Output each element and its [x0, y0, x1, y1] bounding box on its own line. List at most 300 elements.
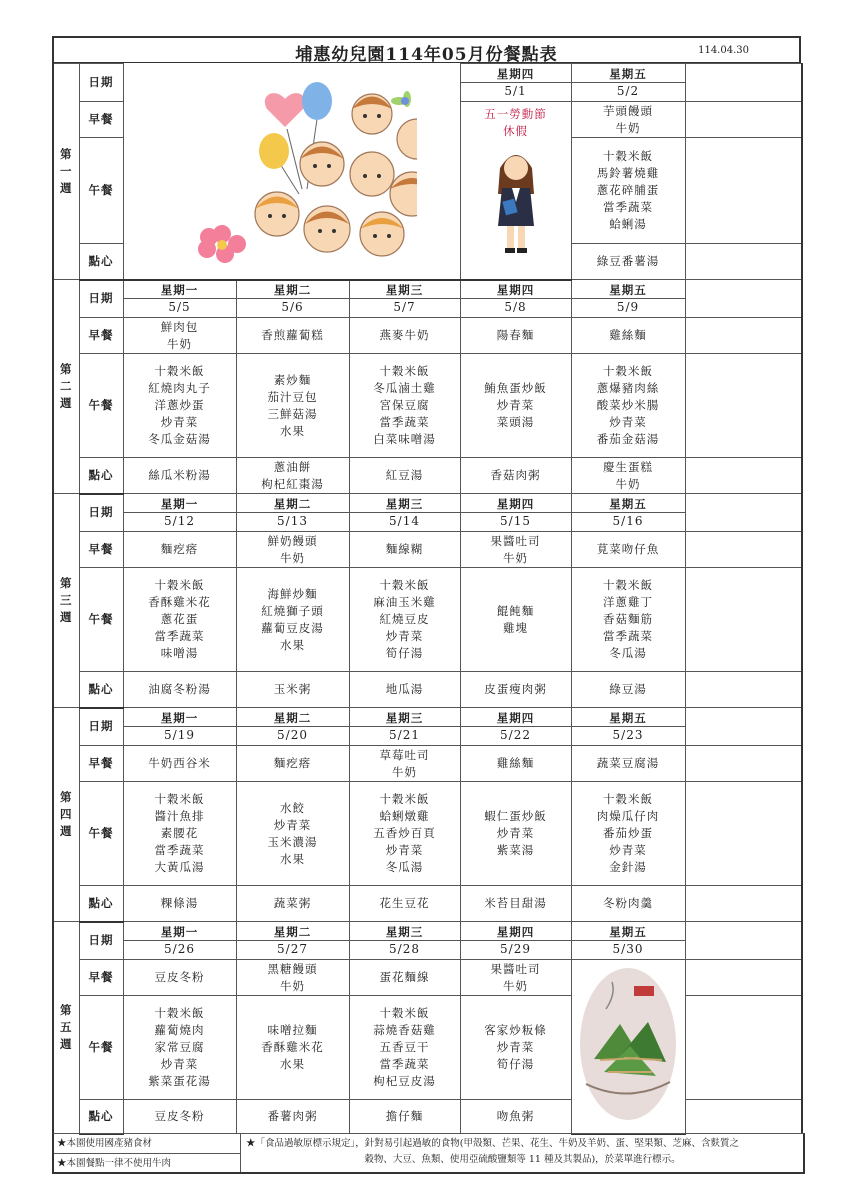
- week-date-row: [53, 64, 802, 102]
- title-row: [52, 36, 801, 63]
- day-name: 星期一: [124, 924, 236, 941]
- menu-sheet: [52, 36, 801, 1135]
- menu-item: 香酥雞米花: [261, 1040, 324, 1054]
- day-header: [123, 708, 236, 746]
- blank-column: [685, 782, 802, 886]
- lunch-cell: [123, 354, 236, 458]
- week-name: 第五週: [60, 1003, 73, 1051]
- day-name: 星期三: [350, 924, 460, 941]
- menu-item: 燕麥牛奶: [379, 328, 430, 342]
- menu-item: 牛奶: [392, 764, 418, 779]
- day-date: 5/16: [612, 514, 644, 528]
- menu-item: 紫菜湯: [496, 843, 535, 857]
- day-header: [571, 922, 685, 960]
- day-name: 星期四: [461, 924, 571, 941]
- menu-item: 莧菜吻仔魚: [596, 542, 660, 556]
- menu-item: 海鮮炒麵: [267, 586, 318, 601]
- blank-column: [685, 960, 802, 996]
- lunch-row: [53, 354, 802, 458]
- menu-item: 冬瓜滷土雞: [373, 381, 436, 395]
- menu-item: 白菜味噌湯: [373, 432, 436, 446]
- breakfast-cell: [460, 102, 571, 280]
- breakfast-row: [53, 960, 802, 996]
- menu-item: 筍仔湯: [385, 646, 424, 660]
- menu-item: 草莓吐司: [379, 747, 430, 762]
- menu-item: 大黃瓜湯: [154, 860, 205, 874]
- snack-cell: [236, 672, 349, 708]
- note-pork: ★本園使用國產豬食材: [54, 1134, 240, 1154]
- week-date-row: [53, 708, 802, 746]
- note-beef: ★本園餐點一律不使用牛肉: [57, 1158, 172, 1169]
- snack-row: [53, 458, 802, 494]
- breakfast-cell: [571, 318, 685, 354]
- lunch-cell: [571, 138, 685, 244]
- blank-column: [685, 244, 802, 280]
- breakfast-cell: [571, 102, 685, 138]
- lunch-cell: [460, 996, 571, 1100]
- snack-cell: [236, 458, 349, 494]
- menu-item: 綠豆湯: [609, 682, 647, 696]
- breakfast-cell: [349, 746, 460, 782]
- row-label-snack: 點心: [79, 672, 123, 708]
- menu-item: 蔥花碎脯蛋: [596, 183, 660, 197]
- menu-item: 牛奶: [615, 120, 641, 135]
- snack-cell: [571, 886, 685, 922]
- week-name: 第三週: [60, 576, 73, 624]
- day-date: 5/27: [277, 942, 308, 956]
- page-title: 埔惠幼兒園114年05月份餐點表: [295, 45, 558, 65]
- blank-column: [685, 280, 802, 318]
- day-date: 5/26: [164, 942, 195, 956]
- blank-column: [685, 568, 802, 672]
- lunch-cell: [349, 996, 460, 1100]
- day-header: [460, 280, 571, 318]
- menu-item: 粿條湯: [160, 896, 199, 910]
- snack-cell: [349, 1100, 460, 1134]
- lunch-cell: [349, 568, 460, 672]
- day-name: 星期一: [124, 282, 236, 299]
- lunch-cell: [571, 354, 685, 458]
- menu-item: 五香豆干: [379, 1040, 430, 1054]
- menu-item: 麵線糊: [385, 542, 424, 556]
- snack-cell: [123, 458, 236, 494]
- menu-item: 筍仔湯: [496, 1057, 535, 1071]
- row-label-date: 日期: [79, 280, 123, 318]
- menu-item: 雞絲麵: [496, 756, 535, 770]
- menu-item: 休假: [503, 124, 529, 138]
- snack-cell: [460, 458, 571, 494]
- day-date: 5/13: [277, 514, 308, 528]
- menu-item: 蔬菜粥: [273, 896, 312, 910]
- menu-item: 香菇肉粥: [490, 468, 541, 482]
- breakfast-cell: [571, 746, 685, 782]
- menu-item: 番茄金菇湯: [596, 432, 660, 446]
- day-date: 5/19: [164, 728, 195, 742]
- breakfast-row: [53, 318, 802, 354]
- menu-item: 蝦仁蛋炒飯: [484, 809, 547, 823]
- week-date-row: [53, 280, 802, 318]
- menu-item: 餛飩麵: [496, 603, 535, 618]
- day-header: [123, 494, 236, 532]
- day-date: 5/15: [500, 514, 531, 528]
- snack-cell: [236, 1100, 349, 1134]
- blank-column: [685, 318, 802, 354]
- snack-cell: [460, 1100, 571, 1134]
- menu-item: 冬粉肉羹: [603, 896, 654, 910]
- day-name: 星期五: [572, 282, 685, 299]
- menu-item: 味噌拉麵: [267, 1023, 318, 1037]
- menu-item: 水果: [280, 637, 305, 652]
- menu-item: 水果: [280, 851, 305, 866]
- breakfast-cell: [349, 318, 460, 354]
- day-name: 星期四: [461, 496, 571, 513]
- menu-item: 味噌湯: [160, 646, 199, 660]
- day-header: [460, 708, 571, 746]
- day-date: 5/23: [612, 728, 644, 742]
- menu-item: 十穀米飯: [603, 149, 654, 163]
- menu-item: 三鮮菇湯: [267, 406, 318, 421]
- lunch-cell: [571, 568, 685, 672]
- menu-item: 麻油玉米雞: [373, 595, 436, 609]
- menu-item: 牛奶: [615, 476, 641, 491]
- menu-item: 油腐冬粉湯: [148, 682, 211, 696]
- breakfast-cell: [460, 746, 571, 782]
- lunch-cell: [236, 782, 349, 886]
- day-date: 5/6: [281, 300, 304, 315]
- menu-item: 綠豆番薯湯: [596, 254, 660, 268]
- menu-item: 擔仔麵: [385, 1109, 424, 1123]
- lunch-cell: [236, 354, 349, 458]
- row-label-snack: 點心: [79, 1100, 123, 1134]
- menu-item: 香煎蘿蔔糕: [261, 328, 324, 342]
- row-label-breakfast: 早餐: [79, 960, 123, 996]
- day-header: [349, 280, 460, 318]
- children-balloons-illustration: [167, 69, 417, 269]
- menu-item: 米苔目甜湯: [484, 896, 547, 910]
- breakfast-cell: [236, 532, 349, 568]
- day-date: 5/12: [164, 514, 195, 528]
- day-header: [349, 922, 460, 960]
- day-header: [460, 64, 571, 102]
- menu-item: 番茄炒蛋: [603, 826, 654, 840]
- day-name: 星期三: [350, 496, 460, 513]
- breakfast-row: [53, 532, 802, 568]
- day-name: 星期四: [461, 710, 571, 727]
- day-date: 5/2: [616, 84, 640, 98]
- menu-item: 豆皮冬粉: [154, 1109, 205, 1123]
- menu-item: 冬瓜湯: [385, 860, 424, 874]
- menu-item: 炒青菜: [609, 415, 647, 429]
- menu-item: 炒青菜: [496, 1040, 535, 1054]
- snack-cell: [349, 672, 460, 708]
- week-name: 第四週: [60, 790, 73, 838]
- menu-item: 玉米濃湯: [267, 834, 318, 849]
- publish-date: 114.04.30: [698, 45, 749, 56]
- row-label-breakfast: 早餐: [79, 102, 123, 138]
- menu-item: 五一勞動節: [484, 107, 547, 121]
- lunch-cell: [349, 782, 460, 886]
- week-name: 第一週: [60, 147, 73, 195]
- snack-cell: [571, 244, 685, 280]
- row-label-snack: 點心: [79, 244, 123, 280]
- menu-table: [52, 63, 803, 1135]
- day-name: 星期二: [237, 710, 349, 727]
- lunch-cell: [349, 354, 460, 458]
- week-label: [53, 280, 79, 494]
- menu-item: 當季蔬菜: [379, 1057, 430, 1071]
- breakfast-cell: [123, 960, 236, 996]
- lunch-cell: [460, 354, 571, 458]
- menu-item: 十穀米飯: [379, 578, 430, 592]
- breakfast-cell: [349, 960, 460, 996]
- menu-item: 麵疙瘩: [273, 756, 312, 770]
- day-header: [236, 494, 349, 532]
- lunch-row: [53, 568, 802, 672]
- menu-item: 十穀米飯: [603, 578, 654, 592]
- day-header: [236, 708, 349, 746]
- menu-item: 炒青菜: [160, 415, 199, 429]
- week-label: [53, 922, 79, 1134]
- breakfast-cell: [123, 318, 236, 354]
- blank-column: [685, 102, 802, 138]
- snack-cell: [123, 1100, 236, 1134]
- menu-item: 十穀米飯: [379, 792, 430, 806]
- blank-column: [685, 886, 802, 922]
- menu-item: 蛋花麵線: [379, 970, 430, 984]
- row-label-date: 日期: [79, 708, 123, 746]
- snack-row: [53, 1100, 802, 1134]
- row-label-lunch: 午餐: [79, 568, 123, 672]
- lunch-cell: [236, 568, 349, 672]
- menu-item: 果醬吐司: [490, 961, 541, 976]
- day-header: [571, 280, 685, 318]
- menu-item: 當季蔬菜: [603, 200, 654, 214]
- breakfast-cell: [236, 318, 349, 354]
- menu-item: 麵疙瘩: [160, 542, 199, 556]
- menu-item: 紅燒獅子頭: [261, 603, 324, 618]
- row-label-date: 日期: [79, 494, 123, 532]
- menu-item: 炒青菜: [496, 398, 535, 412]
- menu-item: 素腰花: [160, 826, 199, 840]
- menu-item: 當季蔬菜: [379, 415, 430, 429]
- menu-item: 十穀米飯: [154, 1006, 205, 1020]
- menu-item: 炒青菜: [273, 817, 312, 832]
- day-date: 5/21: [389, 728, 420, 742]
- lunch-cell: [123, 996, 236, 1100]
- day-header: [571, 494, 685, 532]
- menu-item: 紫菜蛋花湯: [148, 1074, 211, 1088]
- day-date: 5/5: [168, 300, 191, 315]
- blank-column: [685, 746, 802, 782]
- row-label-breakfast: 早餐: [79, 532, 123, 568]
- row-label-snack: 點心: [79, 886, 123, 922]
- snack-cell: [123, 672, 236, 708]
- breakfast-cell: [571, 960, 685, 1134]
- menu-item: 當季蔬菜: [154, 843, 205, 857]
- day-date: 5/20: [277, 728, 308, 742]
- row-label-breakfast: 早餐: [79, 746, 123, 782]
- snack-cell: [236, 886, 349, 922]
- menu-item: 香菇麵筋: [603, 612, 654, 626]
- menu-item: 牛奶: [280, 978, 305, 993]
- menu-item: 牛奶: [503, 550, 529, 565]
- row-label-date: 日期: [79, 64, 123, 102]
- week-label: [53, 708, 79, 922]
- menu-item: 炒青菜: [609, 843, 647, 857]
- menu-item: 蛤蜊燉雞: [379, 809, 430, 823]
- footer-notes: [52, 1133, 805, 1174]
- day-name: 星期二: [237, 496, 349, 513]
- blank-column: [685, 494, 802, 532]
- lunch-cell: [460, 782, 571, 886]
- day-date: 5/8: [504, 300, 527, 315]
- breakfast-cell: [349, 532, 460, 568]
- menu-item: 蘿蔔豆皮湯: [261, 620, 324, 635]
- day-header: [349, 708, 460, 746]
- snack-cell: [571, 458, 685, 494]
- menu-item: 家常豆腐: [154, 1040, 205, 1054]
- blank-column: [685, 354, 802, 458]
- menu-item: 水果: [280, 423, 305, 438]
- menu-item: 冬瓜金菇湯: [148, 432, 211, 446]
- blank-column: [685, 64, 802, 102]
- snack-cell: [123, 886, 236, 922]
- menu-item: 鮪魚蛋炒飯: [484, 381, 547, 395]
- snack-cell: [460, 672, 571, 708]
- day-header: [123, 280, 236, 318]
- menu-item: 絲瓜米粉湯: [148, 468, 211, 482]
- menu-item: 紅燒豆皮: [379, 612, 430, 626]
- day-name: 星期三: [350, 710, 460, 727]
- menu-item: 地瓜湯: [385, 682, 424, 696]
- menu-item: 十穀米飯: [603, 364, 654, 378]
- day-header: [349, 494, 460, 532]
- row-label-breakfast: 早餐: [79, 318, 123, 354]
- snack-row: [53, 672, 802, 708]
- menu-item: 肉燥瓜仔肉: [596, 809, 660, 823]
- row-label-lunch: 午餐: [79, 782, 123, 886]
- menu-item: 牛奶西谷米: [148, 756, 211, 770]
- menu-item: 十穀米飯: [379, 1006, 430, 1020]
- day-header: [571, 64, 685, 102]
- blank-column: [685, 1100, 802, 1134]
- menu-item: 水餃: [280, 800, 305, 815]
- menu-item: 蔬菜豆腐湯: [596, 756, 660, 770]
- menu-item: 牛奶: [503, 978, 529, 993]
- lunch-cell: [123, 782, 236, 886]
- lunch-cell: [123, 568, 236, 672]
- week-label: [53, 494, 79, 708]
- day-date: 5/1: [504, 84, 527, 98]
- menu-item: 冬瓜湯: [609, 646, 647, 660]
- blank-column: [685, 458, 802, 494]
- menu-item: 蔥油餅: [273, 459, 312, 474]
- menu-item: 牛奶: [167, 336, 192, 351]
- day-date: 5/14: [389, 514, 420, 528]
- row-label-lunch: 午餐: [79, 354, 123, 458]
- breakfast-cell: [123, 532, 236, 568]
- menu-item: 素炒麵: [273, 372, 312, 387]
- menu-item: 鮮肉包: [160, 319, 199, 334]
- menu-item: 當季蔬菜: [154, 629, 205, 643]
- menu-item: 水果: [280, 1057, 305, 1071]
- breakfast-cell: [460, 532, 571, 568]
- dragon-boat-zongzi-illustration: [576, 964, 680, 1124]
- breakfast-row: [53, 746, 802, 782]
- row-label-lunch: 午餐: [79, 996, 123, 1100]
- blank-column: [685, 708, 802, 746]
- day-date: 5/30: [612, 942, 644, 956]
- day-name: 星期一: [124, 496, 236, 513]
- day-name: 星期四: [461, 66, 571, 83]
- day-name: 星期一: [124, 710, 236, 727]
- menu-item: 客家炒粄條: [484, 1023, 547, 1037]
- menu-item: 芋頭饅頭: [603, 103, 654, 118]
- day-name: 星期五: [572, 924, 685, 941]
- allergen-note-1: ★「食品過敏原標示規定」，針對易引起過敏的食物(甲殼類、芒果、花生、牛奶及羊奶、蛋、堅果類、芝麻、含麩質之: [246, 1138, 739, 1149]
- day-header: [236, 280, 349, 318]
- menu-item: 鮮奶饅頭: [267, 533, 318, 548]
- menu-item: 玉米粥: [273, 682, 312, 696]
- day-name: 星期二: [237, 924, 349, 941]
- menu-item: 枸杞紅棗湯: [261, 476, 324, 491]
- week-label: [53, 64, 79, 280]
- blank-column: [685, 922, 802, 960]
- menu-item: 豆皮冬粉: [154, 970, 205, 984]
- menu-item: 炒青菜: [385, 843, 424, 857]
- menu-item: 酸菜炒米腸: [596, 398, 660, 412]
- day-name: 星期五: [572, 710, 685, 727]
- day-name: 星期四: [461, 282, 571, 299]
- week-date-row: [53, 922, 802, 960]
- menu-item: 炒青菜: [160, 1057, 199, 1071]
- menu-item: 五香炒百頁: [373, 826, 436, 840]
- snack-cell: [349, 886, 460, 922]
- week-date-row: [53, 494, 802, 532]
- week-name: 第二週: [60, 362, 73, 410]
- allergen-note-2: 穀物、大豆、魚類、使用亞硫酸鹽類等 11 種及其製品)，於菜單進行標示。: [364, 1154, 681, 1165]
- menu-item: 十穀米飯: [154, 792, 205, 806]
- day-date: 5/22: [500, 728, 531, 742]
- blank-column: [685, 138, 802, 244]
- snack-row: [53, 886, 802, 922]
- snack-cell: [460, 886, 571, 922]
- menu-item: 番薯肉粥: [267, 1109, 318, 1123]
- breakfast-cell: [460, 960, 571, 996]
- menu-item: 黑糖饅頭: [267, 961, 318, 976]
- breakfast-cell: [460, 318, 571, 354]
- menu-item: 炒青菜: [496, 826, 535, 840]
- day-header: [460, 922, 571, 960]
- menu-item: 十穀米飯: [154, 578, 205, 592]
- day-header: [571, 708, 685, 746]
- menu-item: 慶生蛋糕: [603, 459, 654, 474]
- menu-item: 蒜燒香菇雞: [373, 1023, 436, 1037]
- day-header: [236, 922, 349, 960]
- menu-item: 菜頭湯: [496, 415, 535, 429]
- menu-item: 花生豆花: [379, 896, 430, 910]
- menu-item: 當季蔬菜: [603, 629, 654, 643]
- menu-item: 炒青菜: [385, 629, 424, 643]
- snack-cell: [571, 672, 685, 708]
- menu-item: 十穀米飯: [379, 364, 430, 378]
- menu-item: 蘿蔔燒肉: [154, 1023, 205, 1037]
- menu-item: 宮保豆腐: [379, 398, 430, 412]
- day-name: 星期五: [572, 496, 685, 513]
- lunch-cell: [460, 568, 571, 672]
- menu-item: 雞絲麵: [609, 328, 647, 342]
- day-date: 5/7: [393, 300, 416, 315]
